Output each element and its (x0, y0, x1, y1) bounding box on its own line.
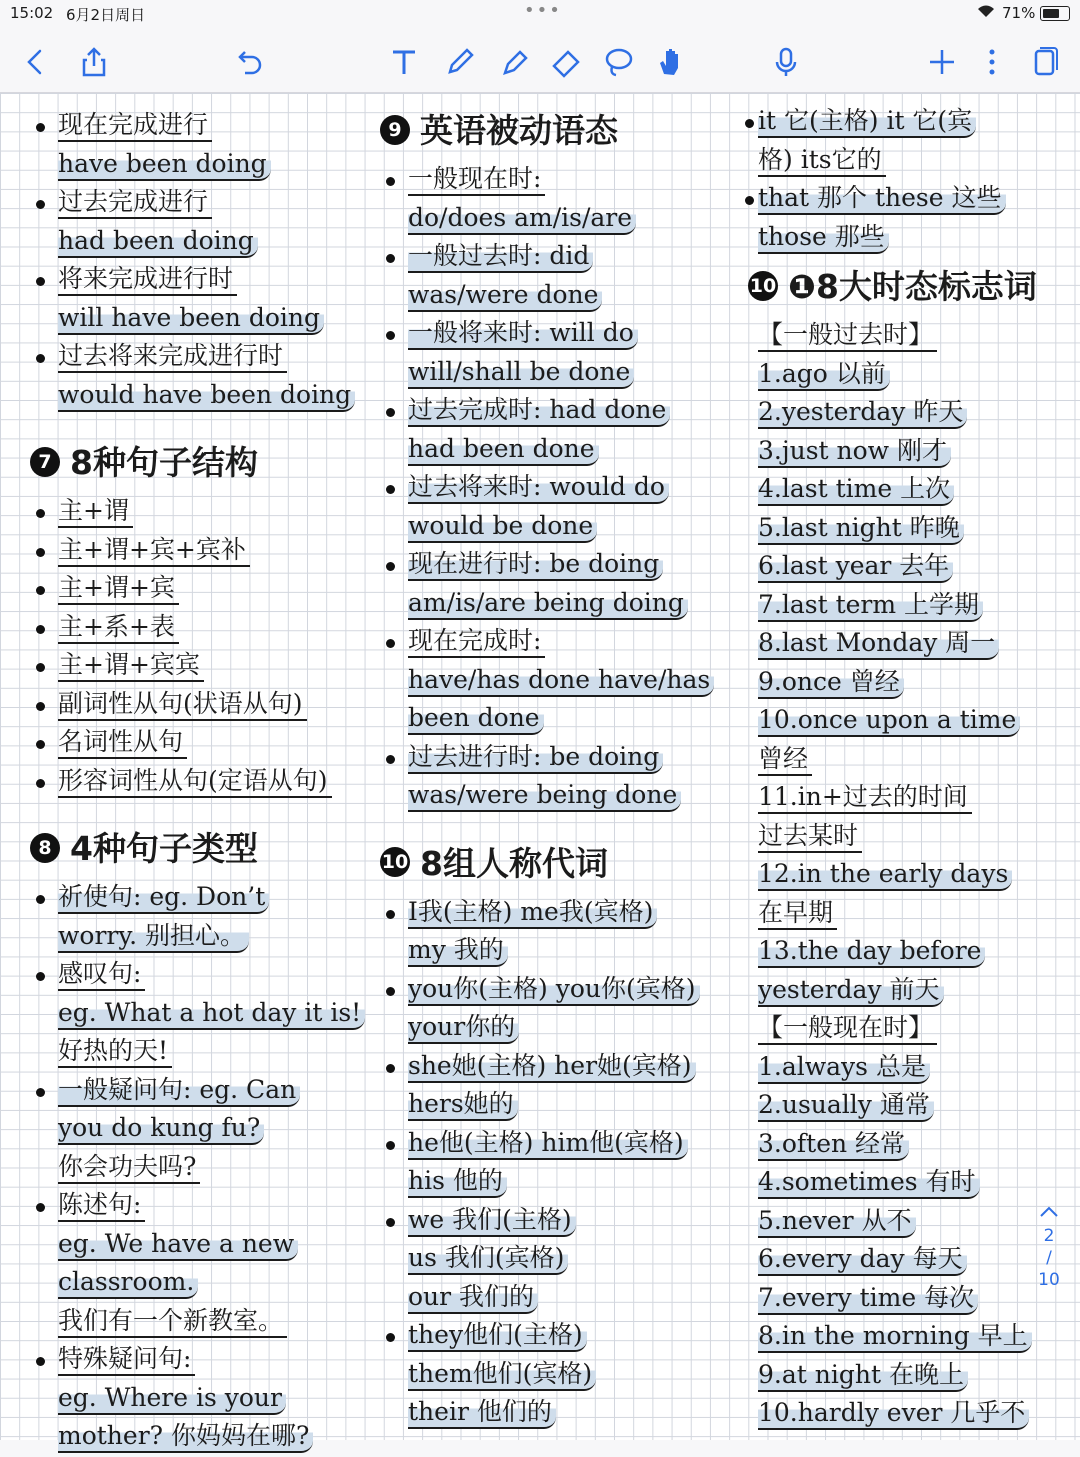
section-title: 8种句子结构 (70, 443, 258, 482)
notebook-page[interactable] (0, 93, 1080, 1450)
bullet-item (30, 1072, 378, 1111)
wifi-icon (976, 4, 996, 22)
note-text: yesterday 前天 (758, 975, 944, 1007)
note-text: 一般现在时: (408, 164, 545, 196)
note-line (30, 223, 378, 262)
note-line (380, 354, 752, 393)
note-text: 过去进行时: be doing (408, 742, 663, 774)
note-line (748, 356, 1060, 395)
page-indicator[interactable] (1034, 1203, 1064, 1291)
note-line (30, 918, 378, 957)
note-text: 过去将来完成进行时 (58, 341, 287, 373)
note-line (30, 995, 378, 1034)
note-text: 一般疑问句: eg. Can (58, 1075, 300, 1107)
note-text: 5.never 从不 (758, 1206, 916, 1238)
note-line (30, 1380, 378, 1419)
note-line (748, 1087, 1060, 1126)
note-text: your你的 (408, 1012, 519, 1044)
bullet-item (30, 261, 378, 300)
note-text: 3.just now 刚才 (758, 436, 951, 468)
bullet-item (30, 609, 378, 648)
note-line (748, 1010, 1060, 1049)
note-line (748, 1357, 1060, 1396)
note-text: will/shall be done (408, 357, 634, 389)
note-text: 4.last time 上次 (758, 474, 954, 506)
bullet-item (30, 724, 378, 763)
note-text: would be done (408, 511, 597, 543)
note-line (748, 818, 1060, 857)
note-text: you你(主格) you你(宾格) (408, 974, 700, 1006)
bullet-item (380, 238, 752, 277)
note-line (380, 277, 752, 316)
note-line (748, 394, 1060, 433)
note-text: 好热的天! (58, 1036, 172, 1068)
note-line (748, 972, 1060, 1011)
bullet-item (30, 1187, 378, 1226)
back-icon[interactable] (16, 42, 56, 82)
note-text: 6.every day 每天 (758, 1244, 967, 1276)
note-line (380, 1009, 752, 1048)
note-text: have/has done have/has (408, 665, 714, 697)
note-text: had been doing (58, 226, 258, 258)
note-line (380, 662, 752, 701)
note-text: 在早期 (758, 898, 837, 930)
note-text: mother? 你妈妈在哪? (58, 1421, 313, 1453)
bullet-item (380, 392, 752, 431)
note-line (30, 377, 378, 416)
status-time: 15:02 (10, 4, 54, 22)
note-text: will have been doing (58, 303, 324, 335)
note-text: was/were done (408, 280, 602, 312)
note-line (30, 1226, 378, 1265)
note-text: was/were being done (408, 780, 681, 812)
section-heading (380, 834, 752, 894)
bullet-item (30, 532, 378, 571)
note-text: their 他们的 (408, 1397, 556, 1429)
note-line (380, 1163, 752, 1202)
note-line (748, 142, 1060, 181)
note-line (748, 471, 1060, 510)
note-line (748, 587, 1060, 626)
note-text: 【一般现在时】 (758, 1013, 937, 1045)
bullet-item (380, 1317, 752, 1356)
bullet-item (380, 1125, 752, 1164)
bullet-item (380, 739, 752, 778)
pen-icon[interactable] (440, 42, 480, 82)
section-number: 9 (380, 115, 410, 145)
note-line (748, 219, 1060, 258)
note-text: 主+谓+宾宾 (58, 650, 204, 682)
note-line (380, 700, 752, 739)
note-text: they他们(主格) (408, 1320, 587, 1352)
section-heading (748, 257, 1060, 317)
note-text: 【一般过去时】 (758, 320, 937, 352)
bullet-item (748, 103, 1060, 142)
note-line (748, 433, 1060, 472)
note-text: 1.always 总是 (758, 1052, 930, 1084)
note-line (748, 510, 1060, 549)
note-text: 8.last Monday 周一 (758, 628, 999, 660)
note-text: he他(主格) him他(宾格) (408, 1128, 688, 1160)
note-line (380, 1356, 752, 1395)
bullet-item (380, 546, 752, 585)
note-text: 形容词性从句(定语从句) (58, 766, 332, 798)
section-title: 英语被动语态 (420, 111, 618, 150)
note-line (380, 1086, 752, 1125)
bullet-item (30, 763, 378, 802)
note-text: 主+系+表 (58, 612, 179, 644)
note-text: 主+谓 (58, 496, 133, 528)
section-heading (30, 433, 378, 493)
column-left (30, 107, 378, 1457)
note-line (748, 741, 1060, 780)
note-text: 一般将来时: will do (408, 318, 638, 350)
note-line (30, 1418, 378, 1457)
note-line (380, 1279, 752, 1318)
note-text: classroom. (58, 1267, 198, 1299)
note-line (748, 1203, 1060, 1242)
note-line (748, 856, 1060, 895)
note-text: you do kung fu? (58, 1113, 264, 1145)
note-text: 现在完成进行 (58, 110, 212, 142)
note-text: she她(主格) her她(宾格) (408, 1051, 696, 1083)
note-line (748, 1164, 1060, 1203)
note-text: 过去完成时: had done (408, 395, 670, 427)
note-text: do/does am/is/are (408, 203, 636, 235)
note-line (30, 1149, 378, 1188)
note-line (748, 933, 1060, 972)
note-text: hers她的 (408, 1089, 518, 1121)
note-text: I我(主格) me我(宾格) (408, 897, 657, 929)
note-text: 我们有一个新教室。 (58, 1306, 287, 1338)
microphone-icon[interactable] (766, 42, 806, 82)
battery-icon (1040, 6, 1070, 21)
note-text: 1.ago 以前 (758, 359, 890, 391)
add-icon[interactable] (922, 42, 962, 82)
note-line (748, 548, 1060, 587)
bullet-item (380, 894, 752, 933)
note-text: 过去完成进行 (58, 187, 212, 219)
section-number: 7 (30, 447, 60, 477)
note-text: 7.last term 上学期 (758, 590, 983, 622)
bullet-item (380, 469, 752, 508)
share-icon[interactable] (74, 42, 114, 82)
bullet-item (748, 180, 1060, 219)
bullet-item (380, 1048, 752, 1087)
note-text: 10.once upon a time (758, 705, 1020, 737)
note-text: 现在进行时: be doing (408, 549, 663, 581)
note-text: 2.usually 通常 (758, 1090, 934, 1122)
note-text: 主+谓+宾+宾补 (58, 535, 250, 567)
note-text: 9.once 曾经 (758, 667, 904, 699)
note-text: 9.at night 在晚上 (758, 1360, 968, 1392)
eraser-icon[interactable] (546, 42, 586, 82)
note-text: them他们(宾格) (408, 1359, 596, 1391)
hand-icon[interactable] (650, 42, 690, 82)
note-text: 5.last night 昨晚 (758, 513, 964, 545)
note-line (380, 431, 752, 470)
note-text: would have been doing (58, 380, 355, 412)
note-text: 6.last year 去年 (758, 551, 953, 583)
note-text: 曾经 (758, 744, 812, 776)
note-text: eg. We have a new (58, 1229, 298, 1261)
note-line (748, 1395, 1060, 1434)
undo-icon[interactable] (228, 42, 268, 82)
note-text: 主+谓+宾 (58, 573, 179, 605)
bullet-item (30, 338, 378, 377)
note-text: we 我们(主格) (408, 1205, 576, 1237)
bullet-item (380, 1202, 752, 1241)
section-heading (30, 819, 378, 879)
section-number: 10 (380, 847, 410, 877)
note-text: am/is/are being doing (408, 588, 688, 620)
bullet-item (380, 315, 752, 354)
bullet-item (30, 686, 378, 725)
note-text: eg. Where is your (58, 1383, 286, 1415)
more-icon[interactable] (972, 42, 1012, 82)
note-text: 副词性从句(状语从句) (58, 689, 307, 721)
note-line (30, 1264, 378, 1303)
note-line (748, 1280, 1060, 1319)
note-text: 7.every time 每次 (758, 1283, 978, 1315)
section-number: 8 (30, 833, 60, 863)
column-middle (380, 101, 752, 1433)
note-text: 将来完成进行时 (58, 264, 237, 296)
note-text: 8.in the morning 早上 (758, 1321, 1032, 1353)
note-text: his 他的 (408, 1166, 507, 1198)
note-text: 13.the day before (758, 936, 985, 968)
bullet-item (30, 879, 378, 918)
note-line (748, 317, 1060, 356)
bullet-item (380, 623, 752, 662)
text-tool-icon[interactable] (384, 42, 424, 82)
bullet-item (30, 570, 378, 609)
note-line (748, 664, 1060, 703)
note-text: that 那个 these 这些 (758, 183, 1006, 215)
note-line (380, 777, 752, 816)
note-text: 3.often 经常 (758, 1129, 909, 1161)
note-text: 4.sometimes 有时 (758, 1167, 980, 1199)
note-text: eg. What a hot day it is! (58, 998, 365, 1030)
note-line (380, 932, 752, 971)
status-date: 6月2日周日 (66, 6, 146, 24)
note-line (748, 702, 1060, 741)
bullet-item (30, 107, 378, 146)
note-text: 11.in+过去的时间 (758, 782, 972, 814)
column-right (748, 103, 1060, 1434)
note-line (380, 1240, 752, 1279)
note-text: 现在完成时: (408, 626, 545, 658)
note-line (30, 1033, 378, 1072)
section-title: 8组人称代词 (420, 843, 608, 883)
note-line (380, 1394, 752, 1433)
toolbar (0, 30, 1080, 93)
bullet-item (30, 647, 378, 686)
bullet-item (380, 161, 752, 200)
note-text: it 它(主格) it 它(宾 (758, 106, 976, 138)
note-text: been done (408, 703, 544, 735)
note-line (380, 200, 752, 239)
note-text: 感叹句: (58, 959, 145, 991)
bullet-item (30, 1341, 378, 1380)
chevron-up-icon[interactable] (1034, 1203, 1064, 1225)
note-text: 12.in the early days (758, 859, 1012, 891)
note-text: 陈述句: (58, 1190, 145, 1222)
note-text: 10.hardly ever 几乎不 (758, 1398, 1029, 1430)
note-line (30, 1110, 378, 1149)
note-text: 你会功夫吗? (58, 1152, 200, 1184)
note-line (748, 1318, 1060, 1357)
note-line (380, 508, 752, 547)
note-text: 格) its它的 (758, 145, 886, 177)
highlighter-icon[interactable] (494, 42, 534, 82)
bullet-item (30, 184, 378, 223)
note-text: worry. 别担心。 (58, 921, 249, 953)
note-text: those 那些 (758, 222, 889, 254)
bullet-item (30, 493, 378, 532)
note-line (748, 1126, 1060, 1165)
note-text: my 我的 (408, 935, 508, 967)
section-number: 10 (748, 271, 778, 301)
note-text: have been doing (58, 149, 271, 181)
note-line (748, 895, 1060, 934)
note-text: our 我们的 (408, 1282, 538, 1314)
note-text: had been done (408, 434, 599, 466)
note-line (748, 779, 1060, 818)
note-text: us 我们(宾格) (408, 1243, 568, 1275)
note-line (748, 1049, 1060, 1088)
lasso-icon[interactable] (598, 42, 638, 82)
total-pages: 10 (1038, 1270, 1060, 1290)
current-page: 2 (1043, 1226, 1055, 1246)
note-text: 过去将来时: would do (408, 472, 669, 504)
note-text: 特殊疑问句: (58, 1344, 195, 1376)
battery-percent: 71% (1002, 4, 1036, 22)
note-line (30, 300, 378, 339)
note-text: 过去某时 (758, 821, 862, 853)
multitask-dots[interactable]: ••• (524, 0, 562, 21)
section-title: ❶8大时态标志词 (788, 267, 1037, 306)
note-text: 祈使句: eg. Don’t (58, 882, 269, 914)
section-heading (380, 101, 752, 161)
note-line (30, 146, 378, 185)
status-bar (0, 0, 1080, 28)
note-text: 一般过去时: did (408, 241, 593, 273)
note-line (748, 625, 1060, 664)
note-line (748, 1241, 1060, 1280)
note-line (30, 1303, 378, 1342)
note-text: 2.yesterday 昨天 (758, 397, 967, 429)
section-title: 4种句子类型 (70, 829, 258, 868)
pages-icon[interactable] (1024, 42, 1064, 82)
page-separator: / (1046, 1248, 1052, 1268)
bullet-item (30, 956, 378, 995)
note-line (380, 585, 752, 624)
note-text: 名词性从句 (58, 727, 187, 759)
bullet-item (380, 971, 752, 1010)
